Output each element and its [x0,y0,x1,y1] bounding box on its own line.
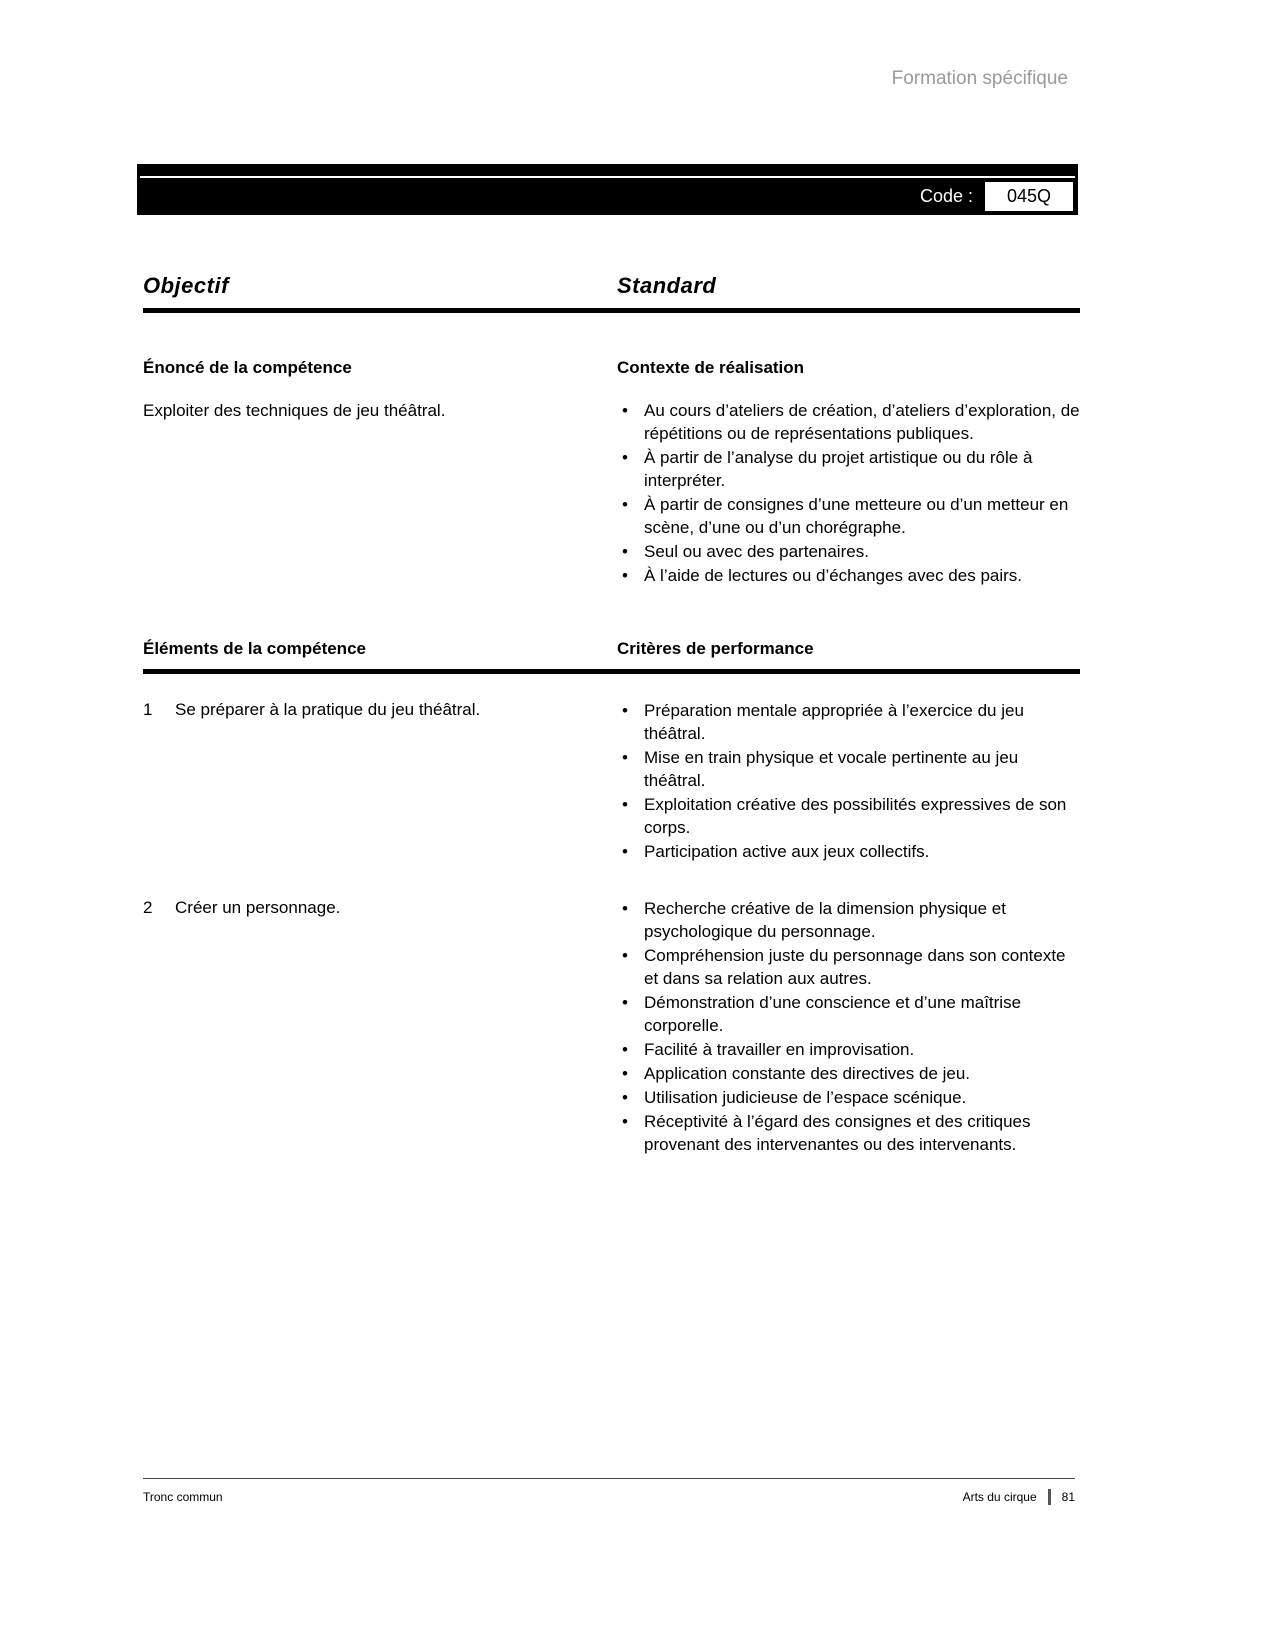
criteria-item: • Utilisation judicieuse de l’espace scénique. [617,1086,1080,1109]
enonce-heading: Énoncé de la compétence [143,358,352,377]
contexte-bullet-list [617,399,1080,587]
criteria-item: • Démonstration d’une conscience et d’une maîtrise corporelle. [617,991,1080,1037]
criteria-list [617,699,1080,864]
standard-title: Standard [617,273,717,298]
content-area [143,273,1080,1157]
elements-heading: Éléments de la compétence [143,639,366,658]
criteria-item: • Participation active aux jeux collectifs. [617,840,1080,863]
criteria-item: • Mise en train physique et vocale pertinente au jeu théâtral. [617,746,1080,792]
contexte-right-column [617,357,1080,588]
footer-left-label: Tronc commun [143,1490,223,1504]
contexte-bullet-item: • À l’aide de lectures ou d’échanges avec des pairs. [617,564,1080,587]
criteria-item: • Recherche créative de la dimension physique et psychologique du personnage. [617,897,1080,943]
element-rows-container [143,698,1080,1157]
criteria-item: • Réceptivité à l’égard des consignes et des critiques provenant des intervenantes ou des intervenants. [617,1110,1080,1156]
column-titles-row [143,273,1080,299]
footer-rule [143,1478,1075,1479]
competence-statement: Exploiter des techniques de jeu théâtral. [143,401,446,420]
element-text: Créer un personnage. [175,898,341,917]
criteria-item: • Exploitation créative des possibilités expressives de son corps. [617,793,1080,839]
contexte-bullet-item: • Seul ou avec des partenaires. [617,540,1080,563]
element-number: 2 [143,898,153,917]
elements-divider-rule [143,669,1080,674]
competence-left-column [143,357,617,588]
code-value: 045Q [985,182,1073,211]
code-banner [137,164,1078,215]
criteria-item: • Facilité à travailler en improvisation. [617,1038,1080,1061]
objectif-title: Objectif [143,273,229,298]
element-text: Se préparer à la pratique du jeu théâtral. [175,700,481,719]
element-number: 1 [143,700,153,719]
competence-section [143,357,1080,588]
contexte-bullet-item: • À partir de l’analyse du projet artistique ou du rôle à interpréter. [617,446,1080,492]
contexte-bullet-item: • À partir de consignes d’une metteure ou d’un metteur en scène, d’une ou d’un chorégraphe. [617,493,1080,539]
footer-divider-bar [1048,1489,1051,1505]
elements-headings-row [143,638,1080,660]
element-row [143,896,1080,1157]
contexte-heading: Contexte de réalisation [617,358,805,377]
title-divider-rule [143,308,1080,313]
criteres-heading: Critères de performance [617,639,814,658]
footer-row [143,1489,1075,1505]
page-footer [143,1478,1075,1505]
footer-right-group [963,1489,1075,1505]
element-row [143,698,1080,864]
page-number: 81 [1061,1490,1075,1504]
code-row [137,178,1078,215]
criteria-item: • Préparation mentale appropriée à l’exercice du jeu théâtral. [617,699,1080,745]
code-label: Code : [919,186,973,206]
criteria-item: • Application constante des directives de jeu. [617,1062,1080,1085]
element-left-cell [143,698,617,864]
contexte-bullet-item: • Au cours d’ateliers de création, d’ateliers d’exploration, de répétitions ou de représentations publiques. [617,399,1080,445]
footer-program-label: Arts du cirque [962,1490,1037,1504]
element-left-cell [143,896,617,1157]
criteria-list [617,897,1080,1157]
header-section-label: Formation spécifique [891,68,1068,89]
criteria-item: • Compréhension juste du personnage dans son contexte et dans sa relation aux autres. [617,944,1080,990]
